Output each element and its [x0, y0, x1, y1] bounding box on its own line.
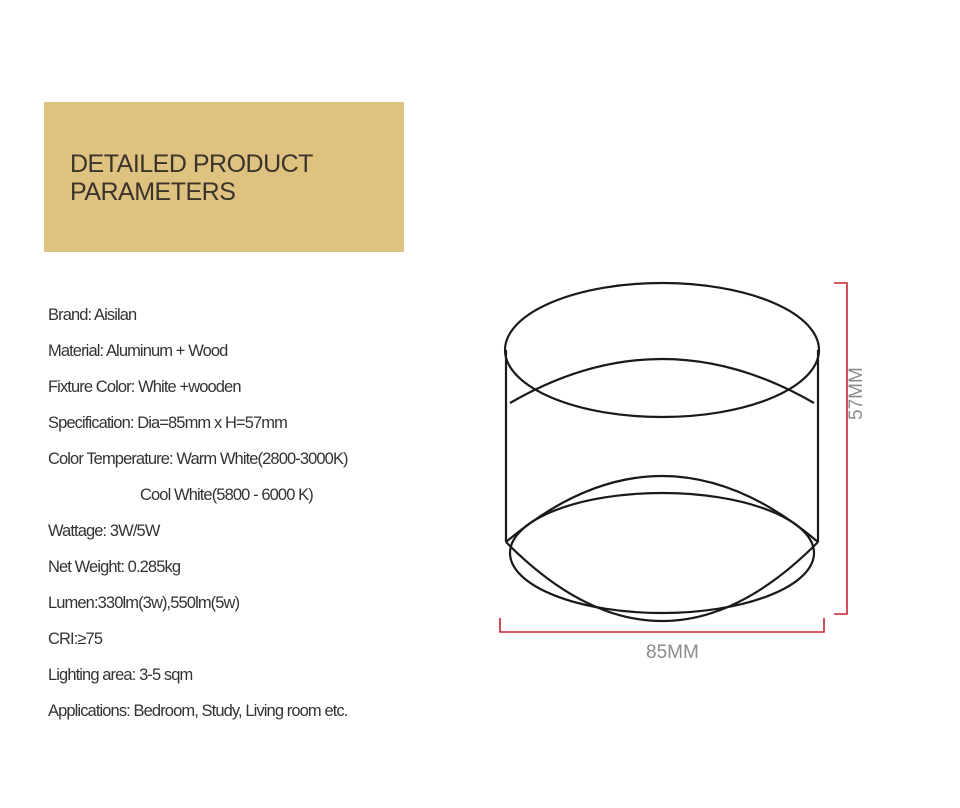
spec-lighting-area: Lighting area: 3-5 sqm: [48, 666, 193, 684]
section-banner: [44, 102, 404, 252]
width-dimension-label: 85MM: [646, 642, 699, 663]
section-title-line-1: DETAILED PRODUCT: [70, 150, 313, 178]
lamp-top-ellipse: [505, 283, 819, 417]
spec-color-temperature: Color Temperature: Warm White(2800-3000K): [48, 450, 348, 468]
spec-color-temperature-cool: Cool White(5800 - 6000 K): [140, 486, 313, 504]
spec-applications: Applications: Bedroom, Study, Living room etc.: [48, 702, 348, 720]
dimension-lines: [500, 283, 847, 632]
lamp-top-band-curve: [510, 359, 814, 403]
section-title-line-2: PARAMETERS: [70, 178, 236, 206]
section-title: [70, 150, 313, 206]
height-dimension-line: [834, 283, 847, 614]
spec-net-weight: Net Weight: 0.285kg: [48, 558, 181, 576]
spec-fixture-color: Fixture Color: White +wooden: [48, 378, 241, 396]
spec-material: Material: Aluminum + Wood: [48, 342, 228, 360]
spec-cri: CRI:≥75: [48, 630, 103, 648]
spec-lumen: Lumen:330lm(3w),550lm(5w): [48, 594, 240, 612]
spec-wattage: Wattage: 3W/5W: [48, 522, 160, 540]
spec-specification: Specification: Dia=85mm x H=57mm: [48, 414, 287, 432]
lamp-lower-band-curve: [506, 476, 818, 542]
lamp-diffuser-ellipse: [510, 493, 814, 613]
height-dimension-label: 57MM: [846, 367, 867, 420]
product-dimension-drawing: [480, 270, 880, 650]
lamp-outline: [505, 283, 819, 621]
spec-brand: Brand: Aisilan: [48, 306, 137, 324]
lamp-bottom-rim: [506, 542, 818, 621]
